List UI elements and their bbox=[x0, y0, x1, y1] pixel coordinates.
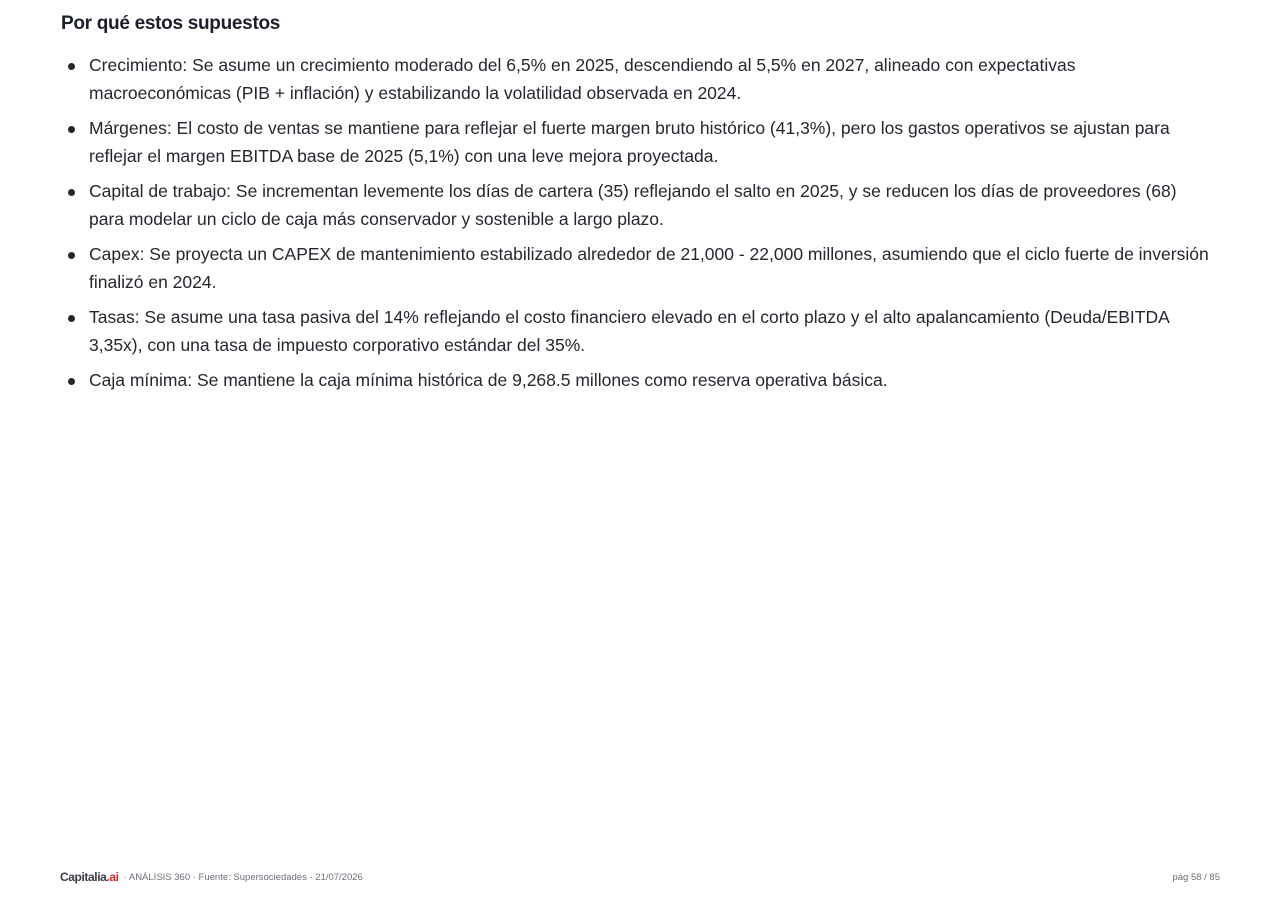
page-number: pág 58 / 85 bbox=[1172, 871, 1220, 883]
list-item-working-capital bbox=[61, 178, 1211, 233]
logo-accent-text: .ai bbox=[106, 870, 119, 884]
bullet-icon bbox=[68, 63, 75, 70]
list-item-text: Caja mínima: Se mantiene la caja mínima histórica de 9,268.5 millones como reserva operativa básica. bbox=[89, 370, 888, 390]
list-item-text: Crecimiento: Se asume un crecimiento moderado del 6,5% en 2025, descendiendo al 5,5% en 2027, alineado con expectativas macroeconómicas (PIB + inflación) y estabilizando la volatilidad observada en 2024. bbox=[89, 55, 1076, 103]
bullet-icon bbox=[68, 378, 75, 385]
list-item-capex bbox=[61, 241, 1211, 296]
list-item-margins bbox=[61, 115, 1211, 170]
section-title: Por qué estos supuestos bbox=[61, 13, 281, 34]
capitalia-logo bbox=[60, 870, 119, 884]
bullet-icon bbox=[68, 126, 75, 133]
assumptions-list bbox=[61, 52, 1211, 403]
logo-main-text: Capitalia bbox=[60, 870, 107, 884]
list-item-rates bbox=[61, 304, 1211, 359]
list-item-min-cash bbox=[61, 367, 1211, 395]
footer-left bbox=[60, 870, 363, 884]
footer-meta: · ANÁLISIS 360 · Fuente: Supersociedades · 21/07/2026 bbox=[123, 871, 363, 883]
list-item-text: Capital de trabajo: Se incrementan levemente los días de cartera (35) reflejando el salto en 2025, y se reducen los días de proveedores (68) para modelar un ciclo de caja más conservador y sostenible a largo plazo. bbox=[89, 181, 1177, 229]
list-item-text: Tasas: Se asume una tasa pasiva del 14% reflejando el costo financiero elevado en el corto plazo y el alto apalancamiento (Deuda/EBITDA 3,35x), con una tasa de impuesto corporativo estándar del 35%. bbox=[89, 307, 1169, 355]
bullet-icon bbox=[68, 252, 75, 259]
list-item-growth bbox=[61, 52, 1211, 107]
list-item-text: Márgenes: El costo de ventas se mantiene para reflejar el fuerte margen bruto histórico (41,3%), pero los gastos operativos se ajustan para reflejar el margen EBITDA base de 2025 (5,1%) con una leve mejora proyectada. bbox=[89, 118, 1170, 166]
list-item-text: Capex: Se proyecta un CAPEX de mantenimiento estabilizado alrededor de 21,000 - 22,000 millones, asumiendo que el ciclo fuerte de inversión finalizó en 2024. bbox=[89, 244, 1209, 292]
page-footer bbox=[60, 869, 1220, 885]
bullet-icon bbox=[68, 315, 75, 322]
bullet-icon bbox=[68, 189, 75, 196]
